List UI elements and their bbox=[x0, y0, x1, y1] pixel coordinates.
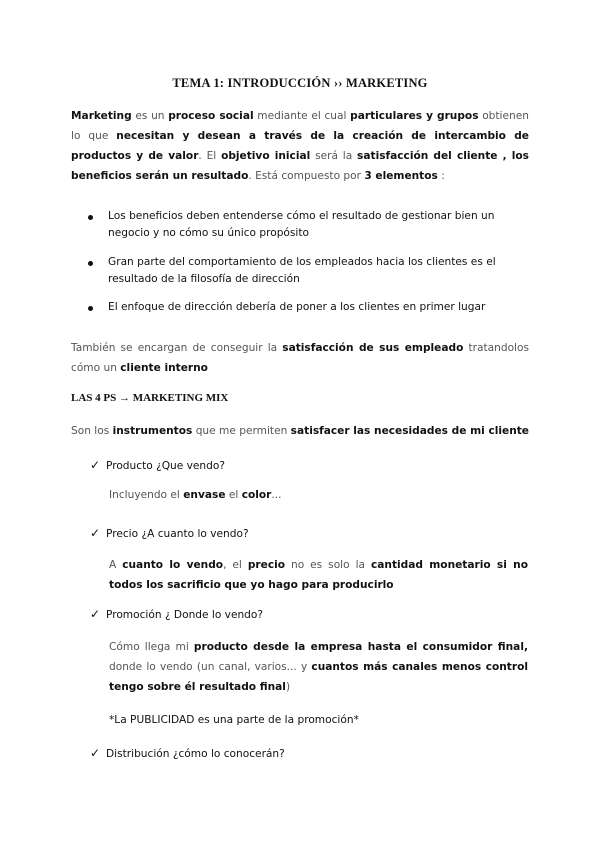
term-precio: precio bbox=[247, 559, 286, 571]
text-span: no es solo la bbox=[285, 559, 371, 571]
item-label: Distribución ¿cómo lo conocerán? bbox=[106, 748, 285, 760]
text-span: También se encargan de conseguir la bbox=[71, 342, 283, 354]
term-proceso-social: proceso social bbox=[168, 110, 254, 122]
son-paragraph bbox=[71, 421, 529, 441]
check-icon: ✓ bbox=[90, 607, 101, 621]
term-canales: cuantos más canales menos control tengo sobre él resultado final bbox=[109, 661, 528, 693]
text-span: ... bbox=[271, 489, 282, 501]
text-span: ) bbox=[285, 681, 291, 693]
intro-paragraph bbox=[71, 106, 529, 186]
text-span: , el bbox=[223, 559, 248, 571]
tambien-paragraph bbox=[71, 338, 529, 378]
bullet-item-3 bbox=[88, 299, 534, 316]
text-span: mediante el cual bbox=[253, 110, 351, 122]
publicidad-note: *La PUBLICIDAD es una parte de la promoción* bbox=[109, 714, 359, 726]
checklist-item-producto bbox=[90, 456, 225, 475]
term-satisfacer: satisfacer las necesidades de mi cliente bbox=[290, 425, 529, 437]
checklist-item-precio bbox=[90, 524, 249, 543]
term-cantidad: cantidad monetario si no todos los sacrificio que yo hago para producirlo bbox=[109, 559, 528, 591]
term-envase: envase bbox=[183, 489, 226, 501]
text-span: . El bbox=[198, 150, 222, 162]
text-span: . Está compuesto por bbox=[248, 170, 365, 182]
check-icon: ✓ bbox=[90, 458, 101, 472]
promocion-description bbox=[109, 637, 528, 697]
bullet-text: El enfoque de dirección debería de poner a los clientes en primer lugar bbox=[108, 301, 486, 313]
page-title: TEMA 1: INTRODUCCIÓN ›› MARKETING bbox=[172, 76, 428, 90]
section-heading-4ps: LAS 4 PS → MARKETING MIX bbox=[71, 392, 229, 404]
term-satisfaccion: satisfacción del cliente , los beneficios serán un resultado bbox=[71, 150, 529, 182]
precio-description bbox=[109, 555, 528, 595]
term-particulares: particulares y grupos bbox=[350, 110, 479, 122]
term-cliente-interno: cliente interno bbox=[120, 362, 208, 374]
bullet-dot-icon bbox=[88, 306, 93, 311]
check-icon: ✓ bbox=[90, 746, 101, 760]
term-color: color bbox=[241, 489, 272, 501]
text-span: obtienen lo que bbox=[71, 110, 529, 142]
term-necesitan: necesitan y desean a través de la creación de intercambio de productos y de valor bbox=[71, 130, 529, 162]
bullet-dot-icon bbox=[88, 261, 93, 266]
bullet-text: Los beneficios deben entenderse cómo el resultado de gestionar bien un negocio y no cómo su único propósito bbox=[108, 210, 495, 239]
item-label: Producto ¿Que vendo? bbox=[106, 460, 225, 472]
bullet-text: Gran parte del comportamiento de los empleados hacia los clientes es el resultado de la filosofía de dirección bbox=[108, 256, 496, 285]
term-cuanto: cuanto lo vendo bbox=[122, 559, 224, 571]
text-span: A bbox=[109, 559, 123, 571]
text-span: Cómo llega mi bbox=[109, 641, 194, 653]
term-marketing: Marketing bbox=[71, 110, 132, 122]
text-span: será la bbox=[310, 150, 358, 162]
bullet-dot-icon bbox=[88, 215, 93, 220]
text-span: : bbox=[437, 170, 445, 182]
checklist-item-promocion bbox=[90, 605, 263, 624]
term-satisfaccion-empleado: satisfacción de sus empleado bbox=[282, 342, 464, 354]
term-producto-empresa: producto desde la empresa hasta el consumidor final, bbox=[193, 641, 528, 653]
text-span: Son los bbox=[71, 425, 113, 437]
producto-description bbox=[109, 485, 528, 505]
text-span: donde lo vendo (un canal, varios... y bbox=[109, 661, 312, 673]
text-span: el bbox=[225, 489, 242, 501]
text-span: que me permiten bbox=[192, 425, 291, 437]
term-objetivo: objetivo inicial bbox=[221, 150, 311, 162]
text-span: es un bbox=[131, 110, 169, 122]
check-icon: ✓ bbox=[90, 526, 101, 540]
term-instrumentos: instrumentos bbox=[112, 425, 193, 437]
item-label: Precio ¿A cuanto lo vendo? bbox=[106, 528, 249, 540]
checklist-item-distribucion bbox=[90, 744, 285, 763]
bullet-item-1 bbox=[88, 208, 534, 242]
bullet-item-2 bbox=[88, 254, 534, 288]
item-label: Promoción ¿ Donde lo vendo? bbox=[106, 609, 264, 621]
term-3-elementos: 3 elementos bbox=[364, 170, 438, 182]
text-span: tratandolos cómo un bbox=[71, 342, 529, 374]
text-span: Incluyendo el bbox=[109, 489, 184, 501]
